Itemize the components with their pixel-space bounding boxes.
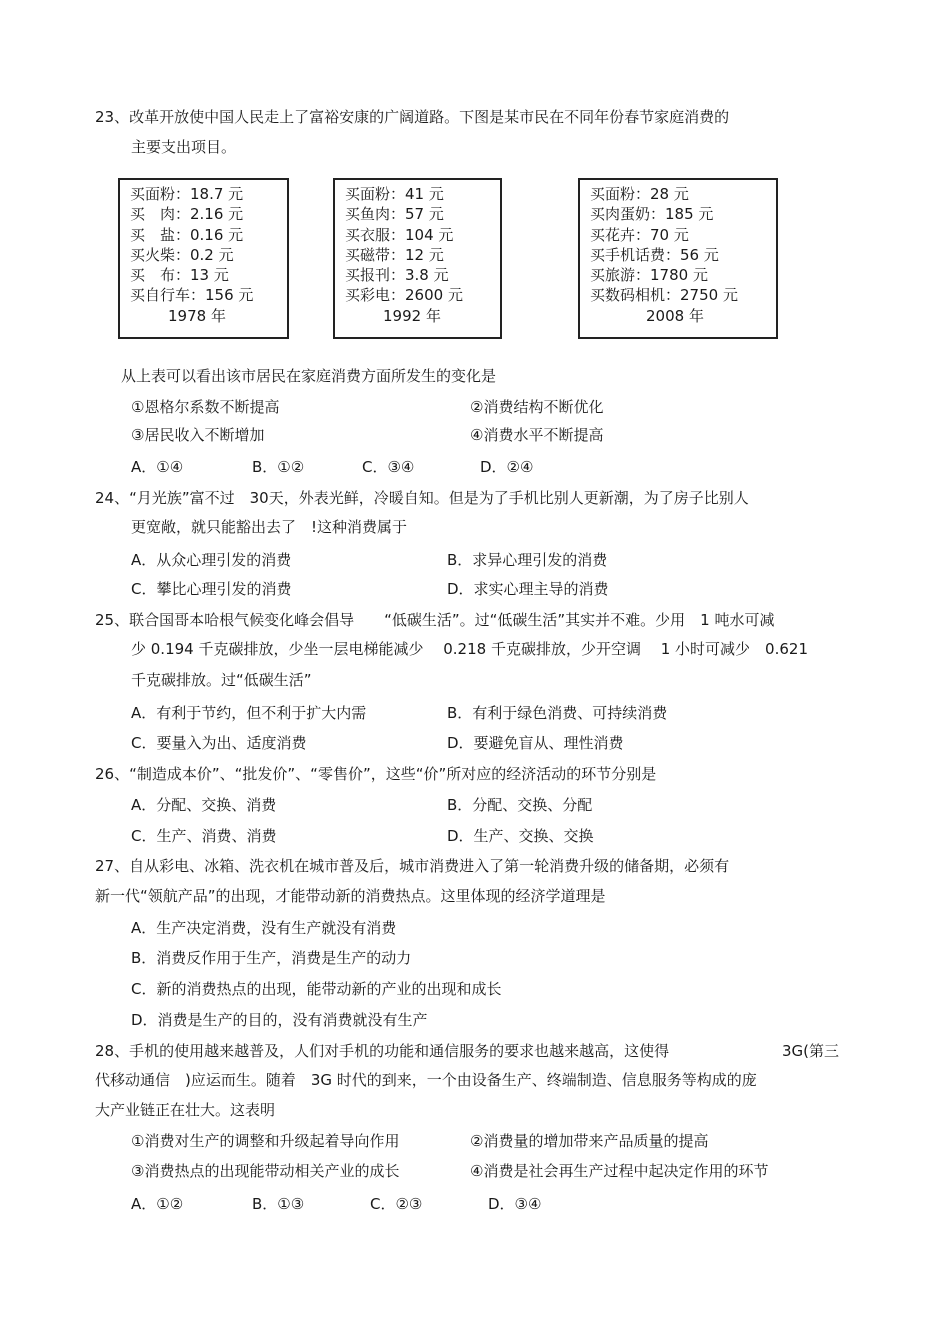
expense-box-2008: [578, 178, 778, 339]
q24-option-a[interactable]: A．从众心理引发的消费: [131, 551, 292, 569]
q24-option-c[interactable]: C．攀比心理引发的消费: [131, 580, 292, 598]
expense-item: 买鱼肉：57 元: [345, 205, 444, 224]
q26-option-a[interactable]: A．分配、交换、消费: [131, 796, 277, 814]
q26-option-c[interactable]: C．生产、消费、消费: [131, 827, 277, 845]
q28-stem-line1-end: 3G(第三: [782, 1042, 840, 1060]
q23-option-b[interactable]: B．①②: [252, 458, 305, 476]
expense-item: 买面粉：41 元: [345, 185, 444, 203]
expense-item: 买 布：13 元: [130, 266, 229, 285]
expense-item: 买报刊：3.8 元: [345, 266, 449, 285]
expense-item: 买火柴：0.2 元: [130, 245, 234, 264]
q28-stem-line1: 28、手机的使用越来越普及，人们对手机的功能和通信服务的要求也越来越高，这使得: [95, 1042, 670, 1060]
expense-item: 买数码相机：2750 元: [590, 286, 738, 305]
q25-stem-line2: 少 0.194 千克碳排放，少坐一层电梯能减少 0.218 千克碳排放，少开空调 1 小时可减少 0.621: [131, 640, 808, 658]
expense-item: 买面粉：18.7 元: [130, 185, 244, 203]
q26-option-b[interactable]: B．分配、交换、分配: [447, 796, 593, 814]
q23-statement-3: ③居民收入不断增加: [131, 426, 265, 444]
q28-option-c[interactable]: C．②③: [370, 1195, 423, 1213]
q27-stem-line2: 新一代“领航产品”的出现，才能带动新的消费热点。这里体现的经济学道理是: [95, 887, 606, 905]
q28-option-b[interactable]: B．①③: [252, 1195, 305, 1213]
q27-option-c[interactable]: C．新的消费热点的出现，能带动新的产业的出现和成长: [131, 980, 502, 998]
expense-year: 1992 年: [383, 306, 441, 325]
q24-stem-line2: 更宽敞，就只能豁出去了 !这种消费属于: [131, 518, 408, 536]
expense-item: 买肉蛋奶：185 元: [590, 205, 714, 224]
q27-option-b[interactable]: B．消费反作用于生产，消费是生产的动力: [131, 949, 412, 967]
q28-option-a[interactable]: A．①②: [131, 1195, 184, 1213]
q24-option-b[interactable]: B．求异心理引发的消费: [447, 551, 608, 569]
q25-stem-line1: 25、联合国哥本哈根气候变化峰会倡导 “低碳生活”。过“低碳生活”其实并不难。少用 1 吨水可减: [95, 611, 775, 629]
expense-item: 买手机话费：56 元: [590, 245, 719, 264]
q26-stem-line1: 26、“制造成本价”、“批发价”、“零售价”，这些“价”所对应的经济活动的环节分别是: [95, 765, 657, 783]
q23-statement-2: ②消费结构不断优化: [470, 398, 604, 416]
expense-item: 买面粉：28 元: [590, 185, 689, 203]
q27-stem-line1: 27、自从彩电、冰箱、洗衣机在城市普及后，城市消费进入了第一轮消费升级的储备期，必须有: [95, 857, 730, 875]
expense-year: 2008 年: [646, 306, 704, 325]
expense-year: 1978 年: [168, 306, 226, 325]
q24-option-d[interactable]: D．求实心理主导的消费: [447, 580, 609, 598]
q23-statement-4: ④消费水平不断提高: [470, 426, 604, 444]
q27-option-d[interactable]: D．消费是生产的目的，没有消费就没有生产: [131, 1011, 428, 1029]
expense-item: 买 盐：0.16 元: [130, 225, 244, 244]
expense-item: 买彩电：2600 元: [345, 286, 463, 305]
q28-stem-line3: 大产业链正在壮大。这表明: [95, 1101, 276, 1119]
q23-statement-1: ①恩格尔系数不断提高: [131, 398, 280, 416]
q26-option-d[interactable]: D．生产、交换、交换: [447, 827, 594, 845]
expense-item: 买磁带：12 元: [345, 245, 444, 264]
q23-stem-line2: 主要支出项目。: [131, 138, 237, 156]
q23-option-d[interactable]: D．②④: [480, 458, 534, 476]
q28-stem-line2: 代移动通信 )应运而生。随着 3G 时代的到来，一个由设备生产、终端制造、信息服务等构成的庞: [95, 1071, 757, 1089]
q25-option-c[interactable]: C．要量入为出、适度消费: [131, 734, 307, 752]
q25-option-b[interactable]: B．有利于绿色消费、可持续消费: [447, 704, 668, 722]
expense-box-1992: [333, 178, 502, 339]
expense-item: 买旅游：1780 元: [590, 266, 708, 285]
q28-statement-3: ③消费热点的出现能带动相关产业的成长: [131, 1162, 400, 1180]
q23-option-a[interactable]: A．①④: [131, 458, 184, 476]
q28-statement-1: ①消费对生产的调整和升级起着导向作用: [131, 1132, 400, 1150]
q23-stem-line1: 23、改革开放使中国人民走上了富裕安康的广阔道路。下图是某市民在不同年份春节家庭消费的: [95, 108, 730, 126]
q25-option-d[interactable]: D．要避免盲从、理性消费: [447, 734, 624, 752]
q28-option-d[interactable]: D．③④: [488, 1195, 542, 1213]
q25-option-a[interactable]: A．有利于节约，但不利于扩大内需: [131, 704, 367, 722]
q27-option-a[interactable]: A．生产决定消费，没有生产就没有消费: [131, 919, 397, 937]
q28-statement-2: ②消费量的增加带来产品质量的提高: [470, 1132, 709, 1150]
q24-stem-line1: 24、“月光族”富不过 30天，外表光鲜，冷暖自知。但是为了手机比别人更新潮，为了房子比别人: [95, 489, 749, 507]
expense-item: 买花卉：70 元: [590, 225, 689, 244]
q23-option-c[interactable]: C．③④: [362, 458, 415, 476]
q28-statement-4: ④消费是社会再生产过程中起决定作用的环节: [470, 1162, 769, 1180]
expense-item: 买衣服：104 元: [345, 225, 454, 244]
q23-question: 从上表可以看出该市居民在家庭消费方面所发生的变化是: [121, 367, 497, 385]
expense-box-1978: [118, 178, 289, 339]
expense-item: 买自行车：156 元: [130, 286, 254, 305]
q25-stem-line3: 千克碳排放。过“低碳生活”: [131, 671, 312, 689]
expense-item: 买 肉：2.16 元: [130, 205, 244, 224]
